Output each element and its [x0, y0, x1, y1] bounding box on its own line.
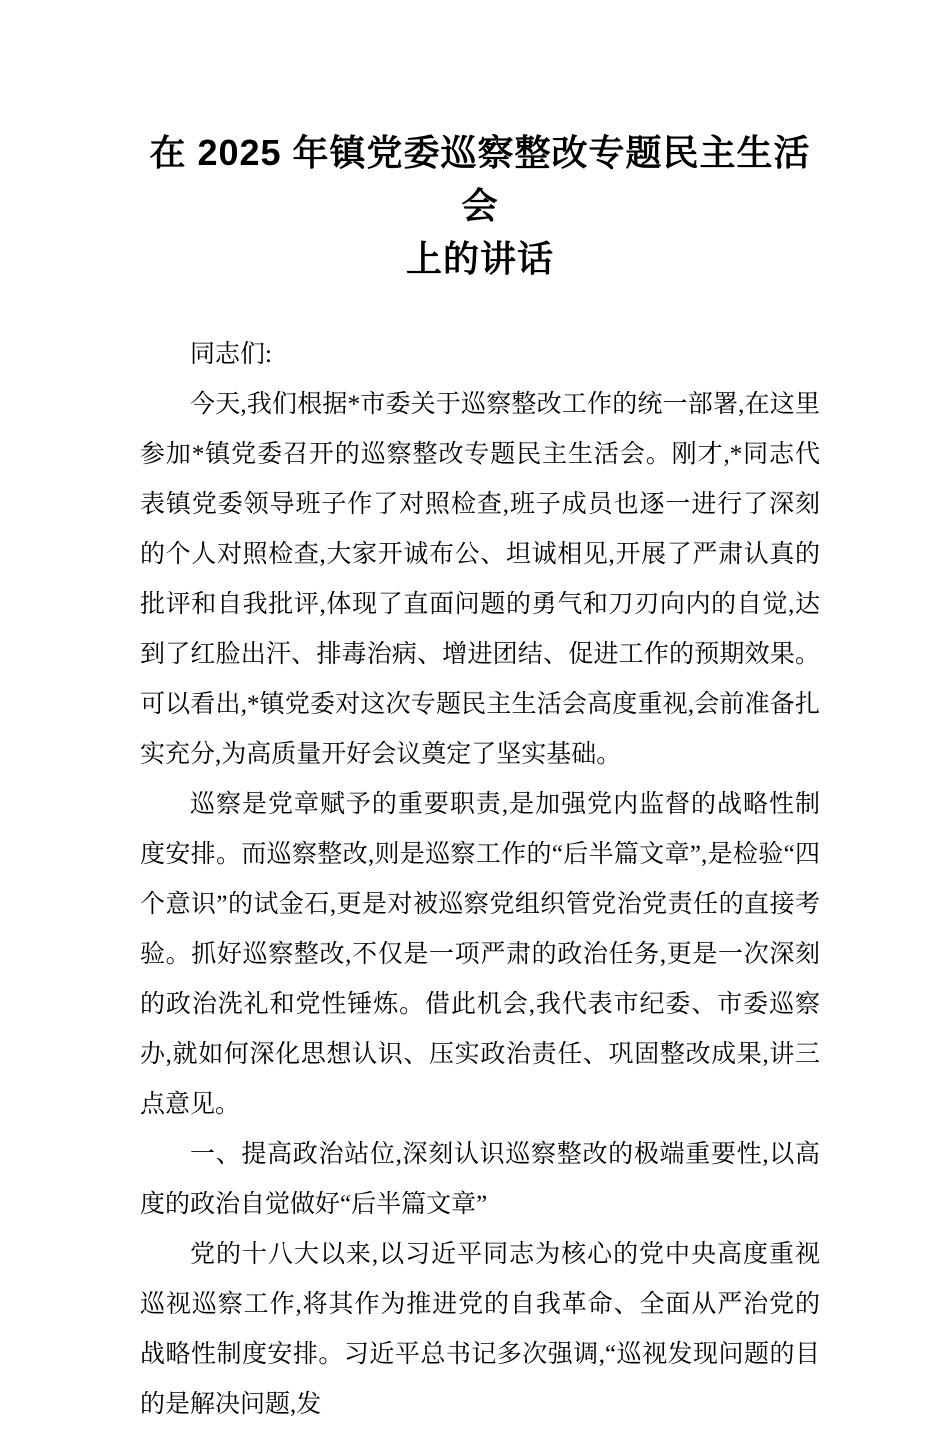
paragraph: 一、提高政治站位,深刻认识巡察整改的极端重要性,以高度的政治自觉做好“后半篇文章” [140, 1141, 820, 1218]
paragraph: 今天,我们根据*市委关于巡察整改工作的统一部署,在这里参加*镇党委召开的巡察整改专题民主生活会。刚才,*同志代表镇党委领导班子作了对照检查,班子成员也逐一进行了深刻的个人对照检查,大家开诚布公、坦诚相见,开展了严肃认真的批评和自我批评,体现了直面问题的勇气和刀刃向内的自觉,达到了红脸出汗、排毒治病、增进团结、促进工作的预期效果。可以看出,*镇党委对这次专题民主生活会高度重视,会前准备扎实充分,为高质量开好会议奠定了坚实基础。 [140, 391, 820, 768]
paragraph: 党的十八大以来,以习近平同志为核心的党中央高度重视巡视巡察工作,将其作为推进党的自我革命、全面从严治党的战略性制度安排。习近平总书记多次强调,“巡视发现问题的目的是解决问题,发 [140, 1241, 820, 1418]
document-title-line-2: 上的讲话 [405, 238, 554, 279]
document-body [140, 330, 820, 1430]
paragraph: 同志们: [190, 341, 272, 368]
document-title [140, 126, 820, 285]
document-title-line-1: 在 2025 年镇党委巡察整改专题民主生活会 [149, 132, 811, 226]
paragraph: 巡察是党章赋予的重要职责,是加强党内监督的战略性制度安排。而巡察整改,则是巡察工作的“后半篇文章”,是检验“四个意识”的试金石,更是对被巡察党组织管党治党责任的直接考验。抓好巡察整改,不仅是一项严肃的政治任务,更是一次深刻的政治洗礼和党性锤炼。借此机会,我代表市纪委、市委巡察办,就如何深化思想认识、压实政治责任、巩固整改成果,讲三点意见。 [140, 791, 820, 1118]
